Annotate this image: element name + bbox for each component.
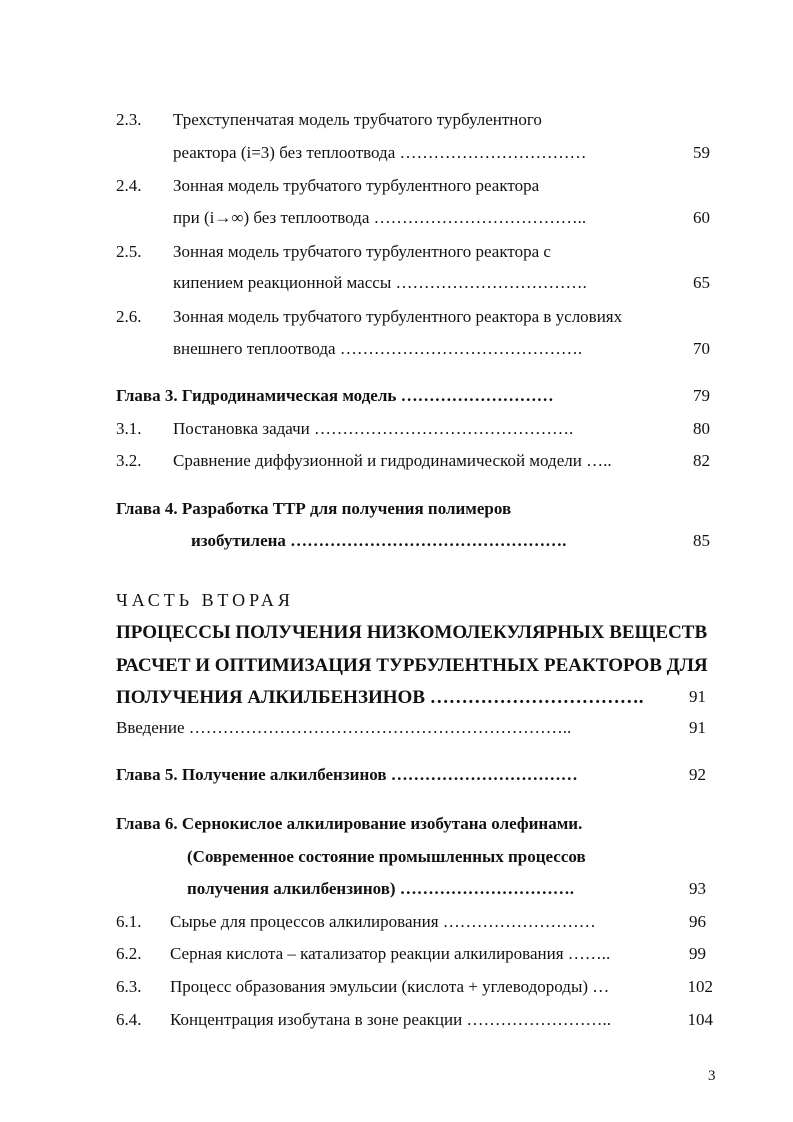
toc-page-3-1: 80 <box>693 419 710 438</box>
toc-num-3-2: 3.2. <box>116 451 142 470</box>
toc-title-2-4-line1: Зонная модель трубчатого турбулентного реактора <box>173 176 540 195</box>
toc-num-2-6: 2.6. <box>116 307 142 326</box>
toc-page-6-4: 104 <box>687 1010 713 1029</box>
toc-chapter-6-line3: получения алкилбензинов) …………………………. <box>187 879 575 898</box>
toc-num-6-1: 6.1. <box>116 912 142 931</box>
toc-chapter-4-line2: изобутилена …………………………………………. <box>191 531 567 550</box>
toc-title-2-6-line1: Зонная модель трубчатого турбулентного реактора в условиях <box>173 307 623 326</box>
page-number: 3 <box>708 1068 716 1084</box>
toc-title-6-1: Сырье для процессов алкилирования ……………………… <box>170 912 596 931</box>
toc-num-2-4: 2.4. <box>116 176 142 195</box>
toc-page-2-5: 65 <box>693 273 710 292</box>
part-two-title-line1: ПРОЦЕССЫ ПОЛУЧЕНИЯ НИЗКОМОЛЕКУЛЯРНЫХ ВЕЩЕСТВ <box>116 622 708 643</box>
toc-num-6-3: 6.3. <box>116 977 142 996</box>
toc-title-2-4-line2: при (i→∞) без теплоотвода ……………………………….. <box>173 208 587 227</box>
toc-page-ch6: 93 <box>689 879 706 898</box>
toc-num-2-3: 2.3. <box>116 110 142 129</box>
toc-chapter-6-line1: Глава 6. Сернокислое алкилирование изобутана олефинами. <box>116 814 583 833</box>
part-two-title-line2: РАСЧЕТ И ОПТИМИЗАЦИЯ ТУРБУЛЕНТНЫХ РЕАКТОРОВ ДЛЯ <box>116 655 708 676</box>
toc-num-6-2: 6.2. <box>116 944 142 963</box>
toc-page-part2: 91 <box>689 687 706 706</box>
toc-title-3-1: Постановка задачи ………………………………………. <box>173 419 574 438</box>
toc-chapter-6-line2: (Современное состояние промышленных процессов <box>187 847 586 866</box>
toc-chapter-5: Глава 5. Получение алкилбензинов …………………………… <box>116 765 578 784</box>
toc-title-2-3-line2: реактора (i=3) без теплоотвода …………………………… <box>173 143 587 162</box>
toc-title-3-2: Сравнение диффузионной и гидродинамической модели ….. <box>173 451 612 470</box>
toc-page-3-2: 82 <box>693 451 710 470</box>
toc-num-2-5: 2.5. <box>116 242 142 261</box>
part-two-label: ЧАСТЬ ВТОРАЯ <box>116 590 294 610</box>
toc-title-6-3: Процесс образования эмульсии (кислота + углеводороды) … <box>170 977 610 996</box>
toc-title-2-3-line1: Трехступенчатая модель трубчатого турбулентного <box>173 110 542 129</box>
toc-page-6-3: 102 <box>687 977 713 996</box>
toc-page-2-6: 70 <box>693 339 710 358</box>
toc-page-6-1: 96 <box>689 912 706 931</box>
toc-page-2-3: 59 <box>693 143 710 162</box>
toc-chapter-4-line1: Глава 4. Разработка ТТР для получения полимеров <box>116 499 512 518</box>
toc-page-6-2: 99 <box>689 944 706 963</box>
toc-title-2-6-line2: внешнего теплоотвода ……………………………………. <box>173 339 583 358</box>
toc-title-6-4: Концентрация изобутана в зоне реакции …………………….. <box>170 1010 611 1029</box>
toc-title-6-2: Серная кислота – катализатор реакции алкилирования …….. <box>170 944 611 963</box>
toc-num-6-4: 6.4. <box>116 1010 142 1029</box>
toc-page-2-4: 60 <box>693 208 710 227</box>
toc-introduction: Введение ………………………………………………………….. <box>116 718 572 737</box>
toc-title-2-5-line2: кипением реакционной массы ……………………………. <box>173 273 587 292</box>
toc-page-ch3: 79 <box>693 386 710 405</box>
toc-page-ch5: 92 <box>689 765 706 784</box>
part-two-title-line3: ПОЛУЧЕНИЯ АЛКИЛБЕНЗИНОВ ……………………………. <box>116 687 644 708</box>
toc-page-intro: 91 <box>689 718 706 737</box>
toc-page-ch4: 85 <box>693 531 710 550</box>
toc-num-3-1: 3.1. <box>116 419 142 438</box>
toc-chapter-3: Глава 3. Гидродинамическая модель ……………………… <box>116 386 554 405</box>
toc-title-2-5-line1: Зонная модель трубчатого турбулентного реактора с <box>173 242 551 261</box>
